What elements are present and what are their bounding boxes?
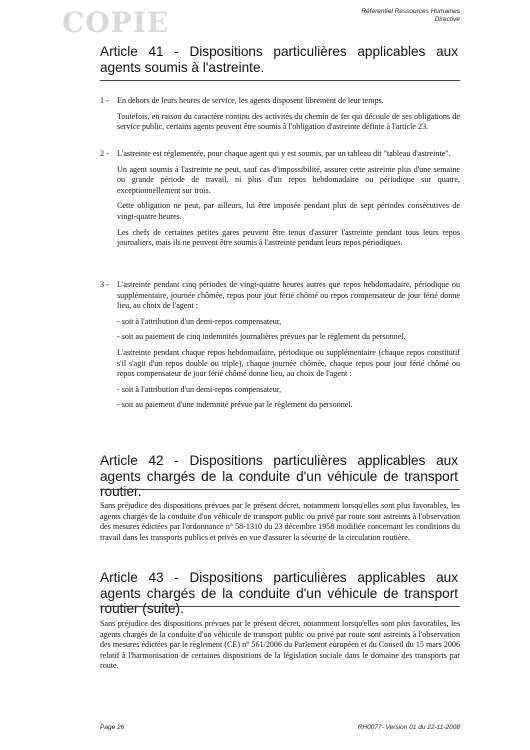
paragraph: - soit à l'attribution d'un demi-repos compensateur, xyxy=(117,316,282,326)
article-41-rule xyxy=(100,80,460,81)
paragraph: Un agent soumis à l'astreinte ne peut, sauf cas d'impossibilité, assurer cette astreinte plus d'une semaine ou grande période de travail, ni plus d'un repos hebdomadaire ou périodique sur quatre, exceptionnellement sur trois. xyxy=(117,164,460,195)
paragraph: En dehors de leurs heures de service, les agents disposent librement de leur temps. xyxy=(117,96,384,105)
article-42-rule xyxy=(100,489,460,490)
item-number: 3 - xyxy=(100,280,109,289)
article-42-title: Article 42 - Dispositions particulières applicables aux agents chargés de la conduite d'un véhicule de transport routier. xyxy=(100,453,458,499)
paragraph: - soit à l'attribution d'un demi-repos compensateur, xyxy=(117,384,282,394)
article-43-title: Article 43 - Dispositions particulières applicables aux agents chargés de la conduite d'un véhicule de transport routier (suite). xyxy=(100,570,458,616)
article-41-title: Article 41 - Dispositions particulières applicables aux agents soumis à l'astreinte. xyxy=(100,44,458,75)
article-43-body xyxy=(100,619,460,672)
page-number: Page 26 xyxy=(100,724,125,731)
copy-stamp: COPIE xyxy=(62,6,170,39)
paragraph: L'astreinte pendant chaque repos hebdomadaire, périodique ou supplémentaire (chaque repos constitutif s'il s'agit d'un repos double ou triple), chaque journée chômée, chaque repos pour jour férié chômé ou repos compensateur de jour férié chômé donne lieu, au choix de l'agent : xyxy=(117,347,460,379)
paragraph: Sans préjudice des dispositions prévues par le présent décret, notamment lorsqu'elles sont plus favorables, les agents chargés de la conduite d'un véhicule de transport public ou privé par route sont astreints à l'observation des mesures édictées par le règlement (CE) n° 561/2006 du Parlement européen et du Conseil du 15 mars 2006 relatif à l'harmonisation de certaines dispositions de la législation sociale dans le domaine des transports par route. xyxy=(100,619,460,671)
article-41-item-3 xyxy=(100,280,460,416)
paragraph: Les chefs de certaines petites gares peuvent être tenus d'assurer l'astreinte pendant tous leurs repos journaliers, mais ils ne peuvent être soumis à l'astreinte pendant leurs repos périodiques. xyxy=(117,227,460,248)
paragraph: Toutefois, en raison du caractère continu des activités du chemin de fer qui découle de ses obligations de service public, certains agents peuvent être soumis à l'obligation d'astreinte définie à l'article 23. xyxy=(117,111,460,132)
article-42-body xyxy=(100,501,460,543)
reference-title: Référentiel Ressources Humaines xyxy=(361,8,460,15)
article-43-rule xyxy=(100,606,460,607)
paragraph: Sans préjudice des dispositions prévues par le présent décret, notamment lorsqu'elles sont plus favorables, les agents chargés de la conduite d'un véhicule de transport public ou privé par route sont astreints à l'observation des mesures édictées par l'ordonnance n° 58-1310 du 23 décembre 1958 modifiée concernant les conditions du travail dans les transports publics et privés en vue d'assurer la sécurité de la circulation routière. xyxy=(100,501,460,542)
document-version: RH0077- Version 01 du 22-11-2008 xyxy=(357,724,460,731)
paragraph: Cette obligation ne peut, par ailleurs, lui être imposée pendant plus de sept périodes consécutives de vingt-quatre heures. xyxy=(117,201,460,221)
paragraph: - soit au paiement d'une indemnité prévue par le règlement du personnel. xyxy=(117,400,353,410)
paragraph: L'astreinte pendant cinq périodes de vingt-quatre heures autres que repos hebdomadaire, périodique ou supplémentaire, journée chômée, repos pour jour férié chômé ou repos compensateur de jour férié donne lieu, au choix de l'agent : xyxy=(117,280,460,311)
paragraph: - soit au paiement de cinq indemnités journalières prévues par le règlement du personnel. xyxy=(117,332,406,342)
article-41-item-1 xyxy=(100,96,460,138)
item-number: 1 - xyxy=(100,96,109,105)
article-41-item-2 xyxy=(100,149,460,254)
reference-header xyxy=(361,8,460,24)
item-number: 2 - xyxy=(100,149,109,158)
paragraph: L'astreinte est réglementée, pour chaque agent qui y est soumis, par un tableau dit "tableau d'astreinte". xyxy=(117,149,451,158)
reference-type: Directive xyxy=(434,16,460,23)
